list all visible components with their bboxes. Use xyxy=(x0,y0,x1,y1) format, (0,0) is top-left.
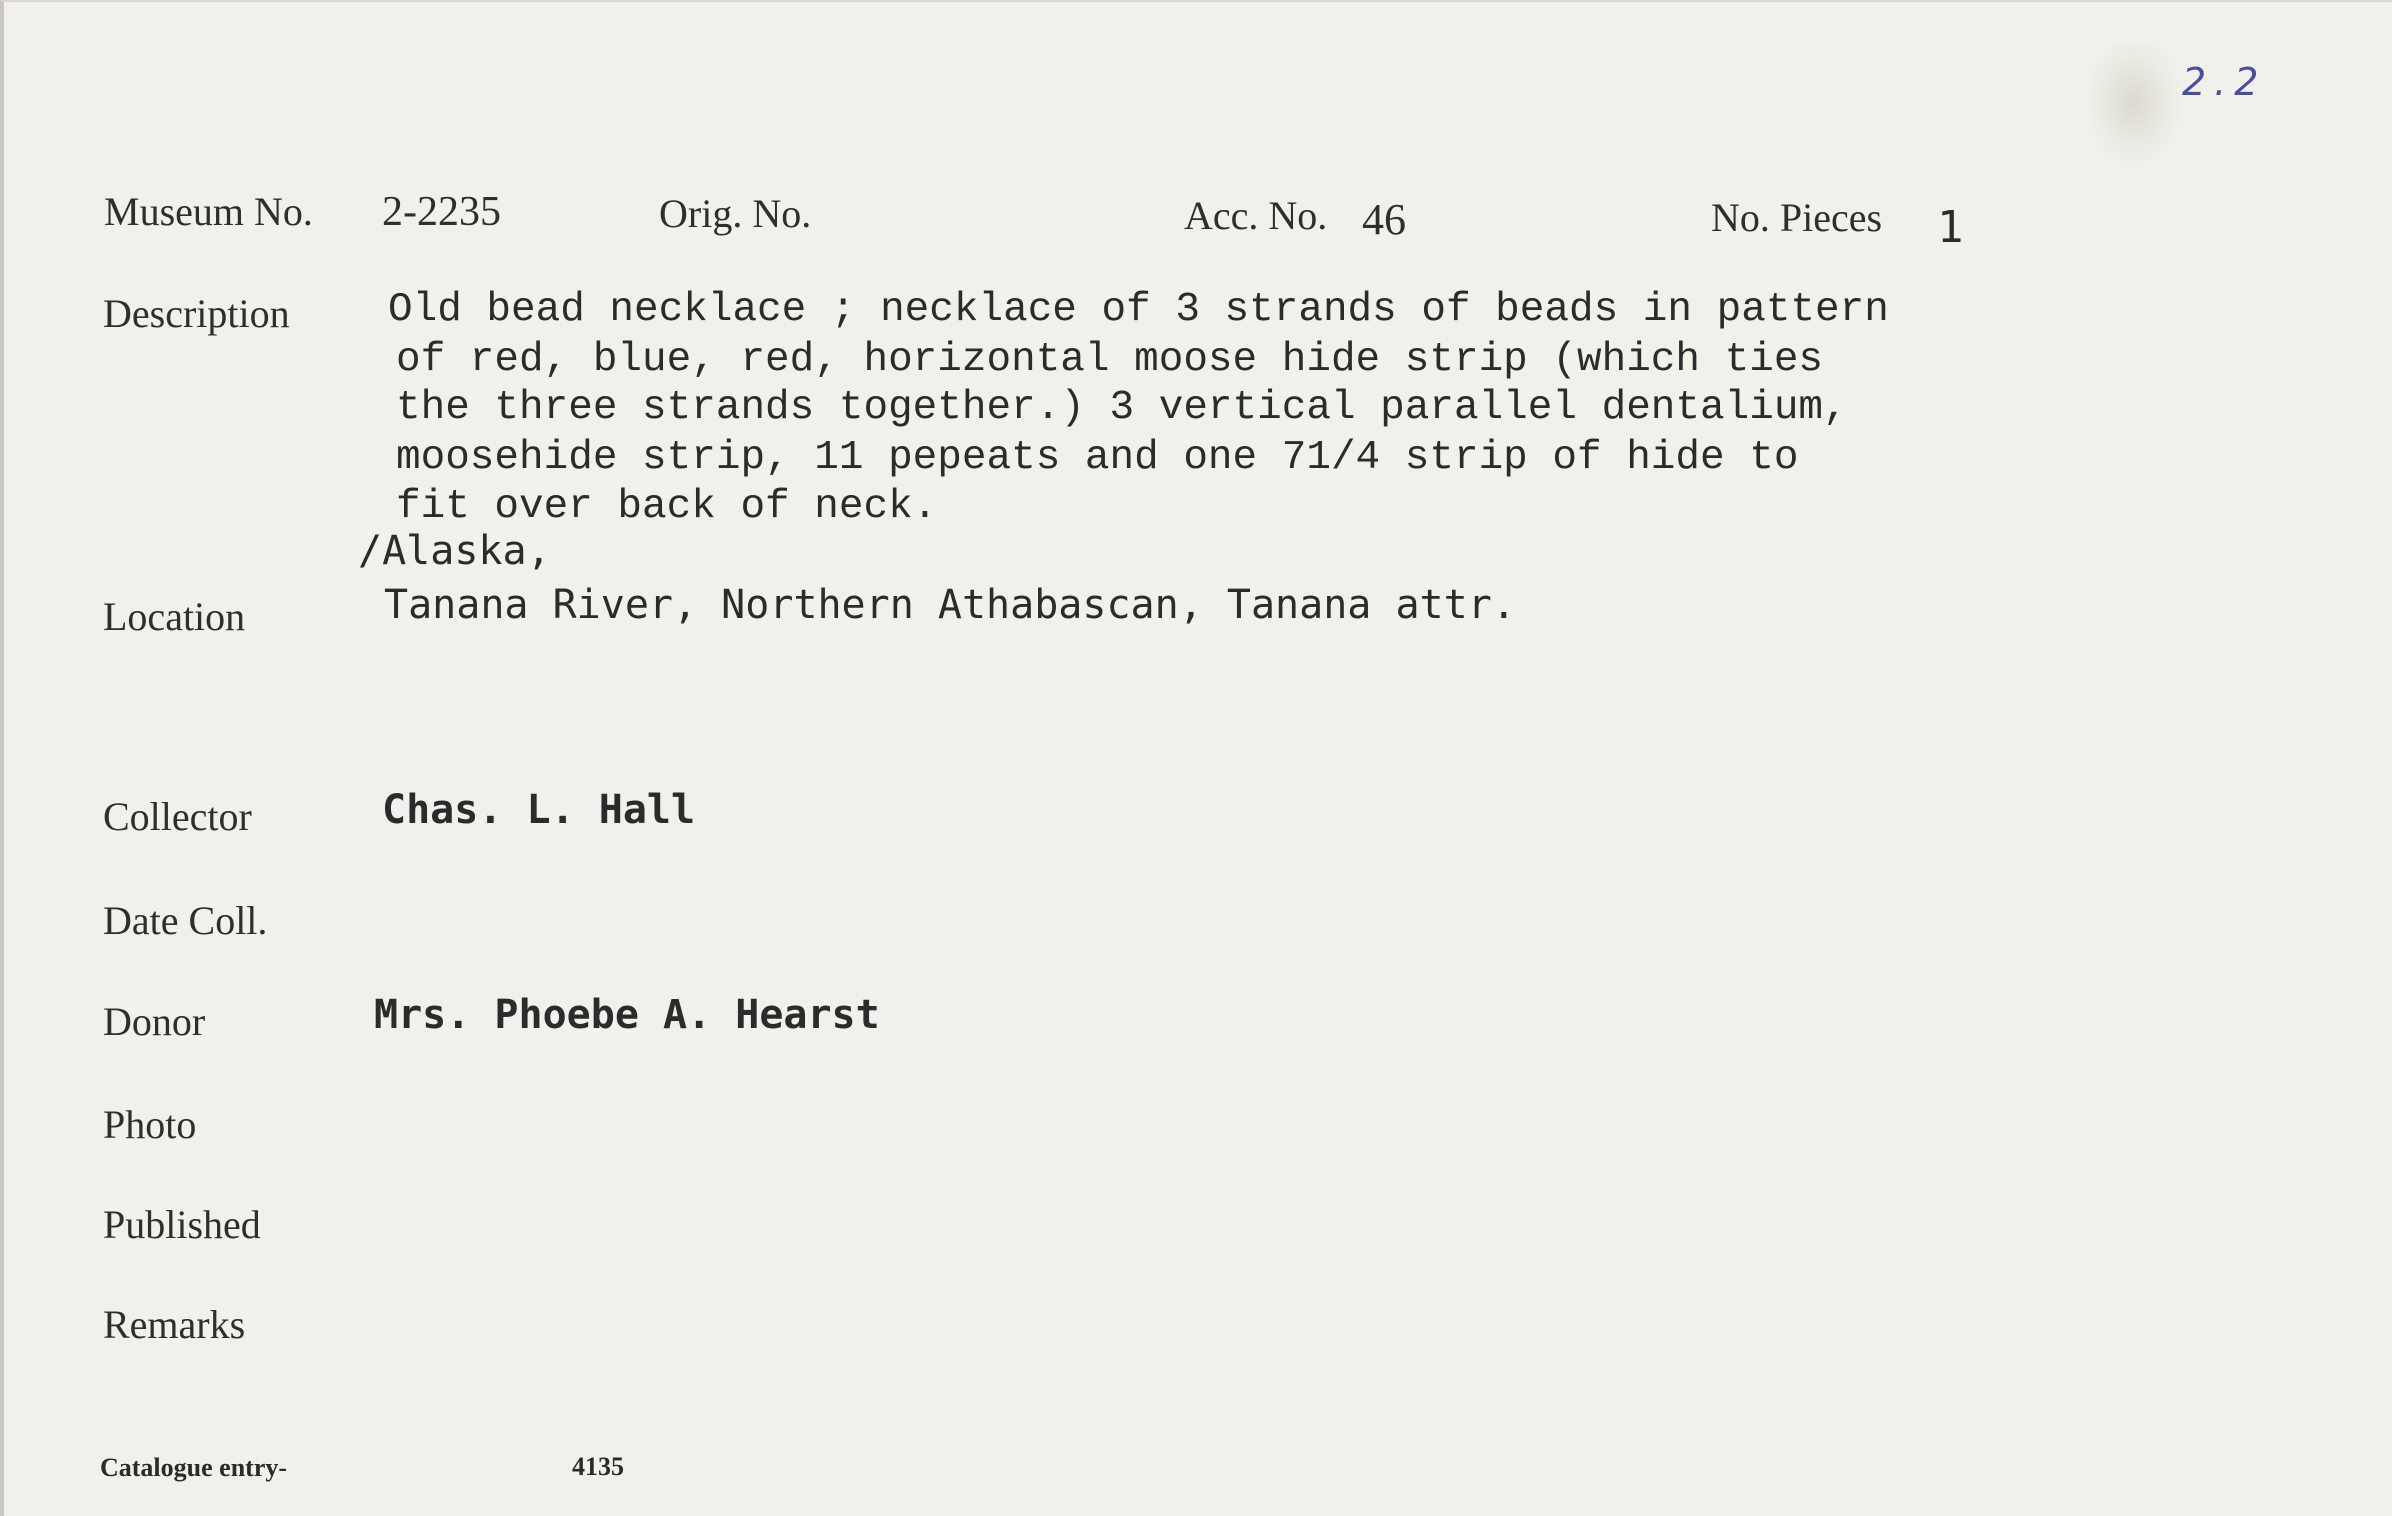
museum-no-value: 2-2235 xyxy=(382,189,501,235)
acc-no-label: Acc. No. xyxy=(1184,193,1328,238)
no-pieces-value: 1 xyxy=(1937,202,1964,253)
handwritten-number: 2.2 xyxy=(2182,60,2267,104)
description-line: Old bead necklace ; necklace of 3 strands of beads in pattern xyxy=(388,287,1889,333)
location-label: Location xyxy=(103,594,246,639)
smudge-mark xyxy=(2089,42,2179,162)
donor-value: Mrs. Phoebe A. Hearst xyxy=(374,992,880,1038)
collector-value: Chas. L. Hall xyxy=(382,787,696,833)
date-coll-label: Date Coll. xyxy=(103,898,268,943)
description-line: moosehide strip, 11 pepeats and one 71/4 strip of hide to xyxy=(396,435,1799,481)
description-line: the three strands together.) 3 vertical parallel dentalium, xyxy=(396,385,1848,431)
acc-no-value: 46 xyxy=(1362,195,1406,244)
museum-no-label: Museum No. xyxy=(104,189,313,234)
photo-label: Photo xyxy=(103,1102,197,1147)
catalogue-entry-value: 4135 xyxy=(572,1452,624,1481)
description-line: fit over back of neck. xyxy=(396,484,938,530)
collector-label: Collector xyxy=(103,794,252,839)
orig-no-label: Orig. No. xyxy=(659,191,812,236)
donor-label: Donor xyxy=(103,999,206,1044)
published-label: Published xyxy=(103,1202,261,1247)
description-label: Description xyxy=(103,291,290,336)
catalogue-entry-label: Catalogue entry- xyxy=(100,1453,288,1482)
no-pieces-label: No. Pieces xyxy=(1711,195,1883,240)
location-insert: /Alaska, xyxy=(358,528,551,574)
remarks-label: Remarks xyxy=(103,1302,246,1347)
description-line: of red, blue, red, horizontal moose hide strip (which ties xyxy=(396,337,1824,383)
location-value: Tanana River, Northern Athabascan, Tanana attr. xyxy=(384,582,1516,628)
